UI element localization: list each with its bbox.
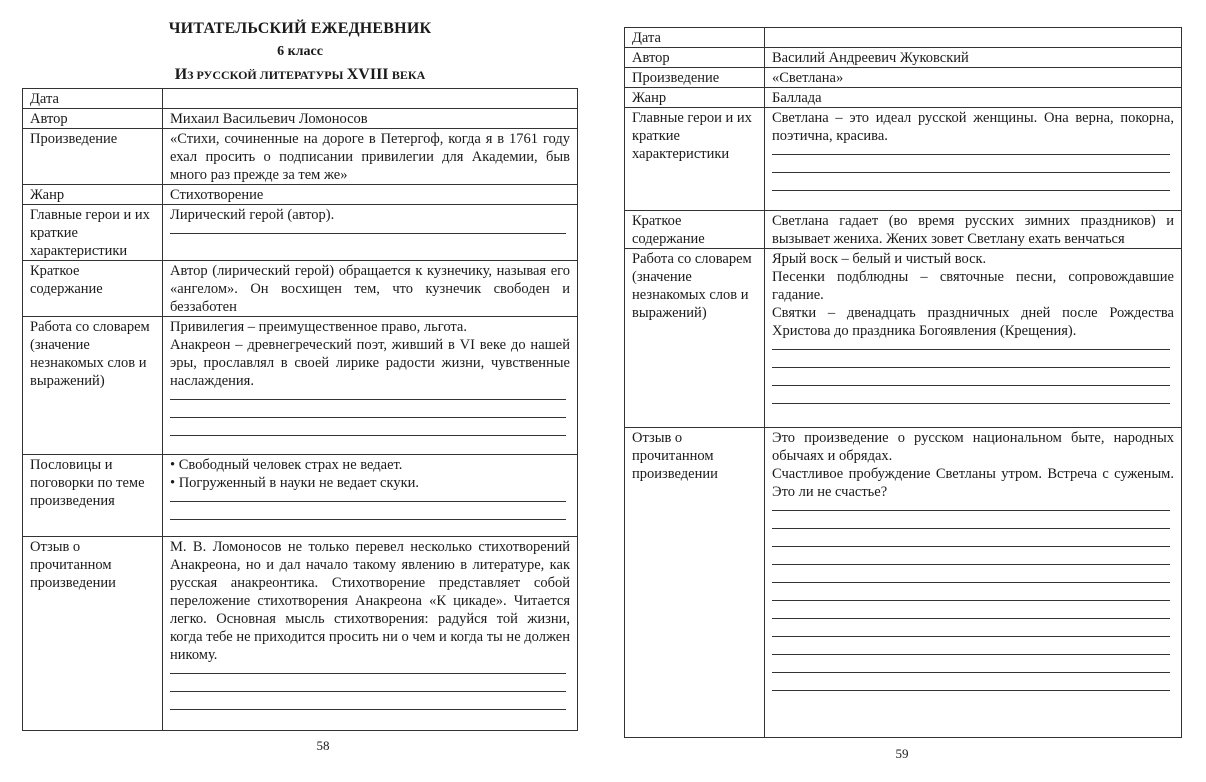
section-title xyxy=(22,66,578,84)
summary-label: Краткое содержание xyxy=(23,261,163,317)
blank-line xyxy=(772,565,1170,583)
diary-title: ЧИТАТЕЛЬСКИЙ ЕЖЕДНЕВНИК xyxy=(168,20,432,37)
review-cell xyxy=(765,428,1182,738)
summary-value: Светлана гадает (во время русских зимних праздников) и вызывает жениха. Жених зовет Светлану ехать венчаться xyxy=(765,211,1182,249)
proverbs-label: Пословицы и поговорки по теме произведения xyxy=(23,455,163,537)
blank-line xyxy=(772,386,1170,404)
proverb-item: • Свободный человек страх не ведает. xyxy=(170,456,570,474)
genre-label: Жанр xyxy=(625,88,765,108)
row-summary xyxy=(23,261,578,317)
author-label: Автор xyxy=(23,109,163,129)
heroes-value: Светлана – это идеал русской женщины. Она верна, покорна, поэтична, красива. xyxy=(772,110,1174,144)
proverb-item: • Погруженный в науки не ведает скуки. xyxy=(170,474,570,492)
work-value: «Стихи, сочиненные на дороге в Петергоф, когда я в 1761 году ехал просить о подписании привилегии для Академии, быв много раз прежде за тем же» xyxy=(163,129,578,185)
blank-line xyxy=(772,501,1170,511)
review-label: Отзыв о прочитанном произведении xyxy=(23,537,163,731)
blank-line xyxy=(170,400,566,418)
row-heroes xyxy=(23,205,578,261)
blank-line xyxy=(772,673,1170,691)
work-label: Произведение xyxy=(23,129,163,185)
row-author xyxy=(625,48,1182,68)
heroes-cell xyxy=(163,205,578,261)
row-vocabulary xyxy=(23,317,578,455)
section-title-rest: З РУССКОЙ ЛИТЕРАТУРЫ xyxy=(187,68,344,82)
section-title-initial: И xyxy=(174,66,188,83)
blank-line xyxy=(772,547,1170,565)
row-genre xyxy=(23,185,578,205)
genre-value: Баллада xyxy=(765,88,1182,108)
row-summary xyxy=(625,211,1182,249)
date-label: Дата xyxy=(23,89,163,109)
row-author xyxy=(23,109,578,129)
blank-line xyxy=(170,418,566,436)
heroes-value: Лирический герой (автор). xyxy=(170,207,335,223)
row-review xyxy=(625,428,1182,738)
blank-line xyxy=(772,637,1170,655)
work-value: «Светлана» xyxy=(765,68,1182,88)
blank-line xyxy=(772,145,1170,155)
blank-line xyxy=(772,619,1170,637)
blank-line xyxy=(170,692,566,710)
review-label: Отзыв о прочитанном произведении xyxy=(625,428,765,738)
blank-line xyxy=(772,529,1170,547)
section-title-end: ВЕКА xyxy=(391,68,426,82)
blank-line xyxy=(772,340,1170,350)
author-value: Василий Андреевич Жуковский xyxy=(765,48,1182,68)
row-date xyxy=(625,28,1182,48)
proverbs-cell xyxy=(163,455,578,537)
row-heroes xyxy=(625,108,1182,211)
heroes-label: Главные герои и их краткие характеристики xyxy=(23,205,163,261)
review-entry: Счастливое пробуждение Светланы утром. Встреча с суженым. Это ли не счастье? xyxy=(772,466,1174,500)
vocabulary-cell xyxy=(765,249,1182,428)
blank-line xyxy=(772,155,1170,173)
vocabulary-entry: Ярый воск – белый и чистый воск. xyxy=(772,251,987,267)
summary-label: Краткое содержание xyxy=(625,211,765,249)
vocabulary-label: Работа со словарем (значение незнакомых слов и выражений) xyxy=(625,249,765,428)
vocabulary-entry: Анакреон – древнегреческий поэт, живший в VI веке до нашей эры, прославлял в своей лирике радости жизни, чувственные наслаждения. xyxy=(170,337,570,389)
blank-line xyxy=(170,390,566,400)
heroes-cell xyxy=(765,108,1182,211)
reading-diary-table-left xyxy=(22,88,578,731)
author-label: Автор xyxy=(625,48,765,68)
blank-line xyxy=(772,583,1170,601)
blank-line xyxy=(170,492,566,502)
author-value: Михаил Васильевич Ломоносов xyxy=(163,109,578,129)
grade-label: 6 класс xyxy=(277,44,323,59)
vocabulary-entry: Песенки подблюдны – святочные песни, сопровождавшие гадание. xyxy=(772,269,1174,303)
summary-value: Автор (лирический герой) обращается к кузнечику, называя его «ангелом». Он восхищен тем, что кузнечик свободен и беззаботен xyxy=(163,261,578,317)
blank-line xyxy=(170,674,566,692)
blank-line xyxy=(772,368,1170,386)
work-label: Произведение xyxy=(625,68,765,88)
row-genre xyxy=(625,88,1182,108)
blank-line xyxy=(772,350,1170,368)
vocabulary-entry: Святки – двенадцать праздничных дней после Рождества Христова до праздника Богоявления (Крещения). xyxy=(772,305,1174,339)
date-label: Дата xyxy=(625,28,765,48)
vocabulary-label: Работа со словарем (значение незнакомых слов и выражений) xyxy=(23,317,163,455)
reading-diary-table-right xyxy=(624,27,1182,738)
row-review xyxy=(23,537,578,731)
review-cell xyxy=(163,537,578,731)
blank-line xyxy=(772,511,1170,529)
review-entry: Это произведение о русском национальном быте, народных обычаях и обрядах. xyxy=(772,430,1174,464)
vocabulary-cell xyxy=(163,317,578,455)
date-value xyxy=(163,89,578,109)
review-value: М. В. Ломоносов не только перевел несколько стихотворений Анакреона, но и дал начало такому явлению в литературе, как русская анакреонтика. Стихотворение представляет собой переложение стихотворения Анакреона «К цикаде». Читается легко. Основная мысль стихотворения: радуйся той жизни, когда тебе не приходится просить ни о чем и когда ты не должен никому. xyxy=(170,539,570,663)
section-title-century: XVIII xyxy=(346,66,389,83)
blank-line xyxy=(772,601,1170,619)
page-number: 58 xyxy=(316,738,330,753)
row-proverbs xyxy=(23,455,578,537)
page-number: 59 xyxy=(895,746,909,761)
blank-line xyxy=(170,224,566,234)
vocabulary-entry: Привилегия – преимущественное право, льгота. xyxy=(170,319,467,335)
row-work xyxy=(625,68,1182,88)
heroes-label: Главные герои и их краткие характеристики xyxy=(625,108,765,211)
blank-line xyxy=(772,173,1170,191)
row-date xyxy=(23,89,578,109)
row-work xyxy=(23,129,578,185)
date-value xyxy=(765,28,1182,48)
row-vocabulary xyxy=(625,249,1182,428)
blank-line xyxy=(170,664,566,674)
genre-value: Стихотворение xyxy=(163,185,578,205)
genre-label: Жанр xyxy=(23,185,163,205)
blank-line xyxy=(170,502,566,520)
blank-line xyxy=(772,655,1170,673)
